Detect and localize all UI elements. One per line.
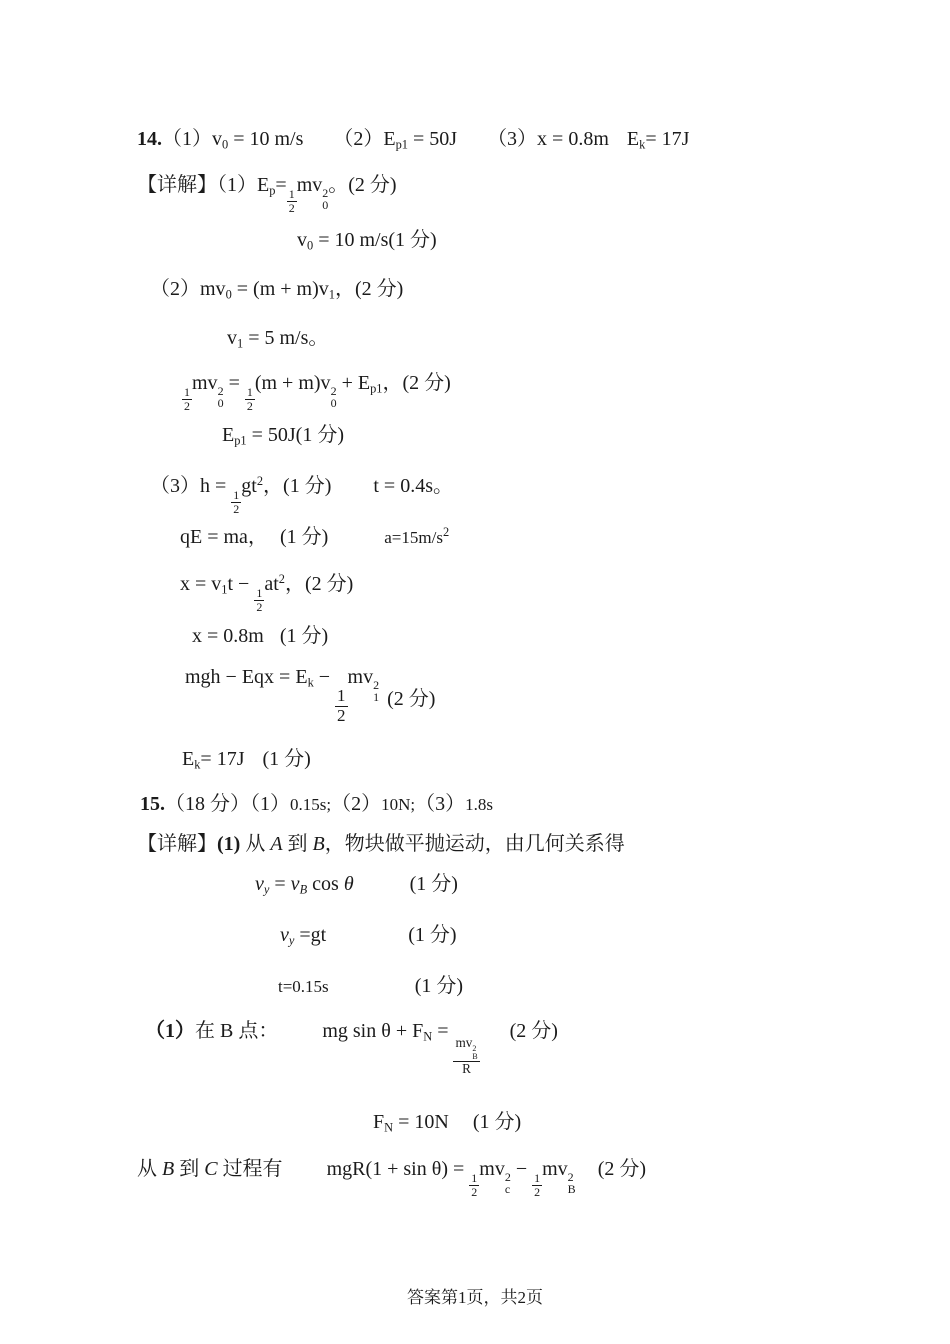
text-run: v [297, 229, 307, 251]
text-run: ，(2 分) [284, 573, 354, 595]
text-run: 1.8s [465, 795, 493, 814]
text-run: + E [336, 372, 371, 394]
text-run: （2）E [333, 128, 396, 150]
fraction-denominator: 2 [534, 1185, 541, 1200]
text-run: − [510, 1158, 533, 1180]
text-run: E [222, 424, 235, 446]
text-run: at [264, 573, 279, 595]
text-run: (m + m)v [254, 372, 331, 394]
subscript: B [567, 1182, 576, 1196]
text-run: C [204, 1158, 218, 1180]
eq-v0-result [297, 227, 437, 254]
text-run: = 10 m/s(1 分) [313, 229, 437, 251]
text-run: 从 [240, 833, 271, 855]
text-run: a=15m/s [384, 528, 443, 547]
fraction-denominator: 2 [256, 600, 263, 615]
fraction-numerator: 1 [256, 586, 263, 601]
text-run: (1 分) [414, 975, 464, 997]
fraction-numerator: 1 [233, 488, 240, 503]
subscript: k [307, 675, 314, 690]
subscript: p1 [395, 137, 408, 152]
sub-sup-stack [472, 1045, 477, 1061]
text-run: E [182, 748, 195, 770]
subscript: c [504, 1182, 511, 1196]
subscript: 0 [330, 396, 337, 410]
text-run: − [313, 666, 336, 688]
text-run: = 10N [393, 1111, 449, 1133]
text-run: mv [192, 372, 218, 394]
subscript: 0 [222, 137, 229, 152]
fraction [245, 386, 255, 413]
text-run: （3） [415, 793, 466, 815]
eq-energy-final [185, 664, 435, 725]
text-run: 【详解】（1）E [137, 174, 270, 196]
text-run: = 5 m/s。 [243, 327, 329, 349]
eq-energy-conservation [182, 370, 451, 414]
eq-momentum [150, 276, 403, 303]
text-run: mv [296, 174, 323, 196]
eq-fn-result [373, 1109, 521, 1136]
superscript: 2 [330, 384, 337, 398]
text-run: （3）x = 0.8m [487, 128, 609, 150]
superscript: 2 [472, 1043, 477, 1053]
subscript: N [384, 1120, 394, 1135]
superscript: 2 [504, 1170, 511, 1184]
text-run: x = 0.8m [192, 625, 264, 647]
fraction [453, 1036, 479, 1076]
text-run: 14. [137, 128, 162, 150]
subscript: y [263, 882, 270, 897]
subscript: B [472, 1051, 478, 1061]
subscript: 1 [221, 582, 228, 597]
text-run: 在 B 点： [195, 1020, 279, 1042]
answer-15-summary [140, 791, 493, 817]
text-run: ，物块做平抛运动，由几何关系得 [324, 833, 625, 855]
fraction [335, 687, 348, 725]
text-run: F [373, 1111, 385, 1133]
subscript: k [194, 757, 201, 772]
text-run: 0.15s; [290, 795, 332, 814]
text-run: = [275, 174, 287, 196]
text-run: = 17J [645, 128, 690, 150]
sub-sup-stack [568, 1171, 576, 1195]
text-run: v [255, 873, 264, 895]
text-run: = 10 m/s [228, 128, 304, 150]
text-run: ，(1 分) [263, 475, 332, 497]
text-run: θ [343, 873, 354, 895]
subscript: 0 [217, 396, 224, 410]
text-run: = (m + m)v [231, 278, 329, 300]
text-run: (1 分) [472, 1111, 522, 1133]
eq-b-point [145, 1018, 558, 1076]
text-run: 。(2 分) [328, 174, 397, 196]
eq-t-result [278, 973, 463, 999]
text-run: v [290, 873, 300, 895]
text-run: A [270, 833, 283, 855]
eq-v1-result [227, 325, 328, 352]
text-run: mv [455, 1034, 473, 1050]
text-run: (2 分) [509, 1020, 558, 1042]
text-run: 【详解】 [137, 833, 217, 855]
subscript: N [423, 1029, 433, 1044]
eq-displacement [180, 571, 353, 615]
text-run: mv [479, 1158, 505, 1180]
text-run: mv [542, 1158, 568, 1180]
text-run: 从 [137, 1158, 162, 1180]
text-run: = 50J(1 分) [246, 424, 344, 446]
superscript: 2 [373, 678, 380, 692]
fraction-denominator: 2 [246, 399, 253, 414]
eq-qe-ma [180, 524, 449, 550]
text-run: （18 分）（1） [165, 793, 290, 815]
text-run: (1 分) [279, 526, 329, 548]
text-run: = 17J [200, 748, 245, 770]
fraction [231, 489, 241, 516]
subscript: y [288, 933, 295, 948]
sub-sup-stack [373, 679, 379, 703]
fraction-denominator: 2 [233, 502, 240, 517]
subscript: 0 [225, 287, 232, 302]
text-run: (1 分) [408, 924, 457, 946]
text-run: t − [227, 573, 255, 595]
text-run: （2） [331, 793, 382, 815]
fraction [532, 1172, 542, 1199]
subscript: 1 [237, 336, 244, 351]
subscript: p1 [234, 433, 247, 448]
text-run: t=0.15s [278, 977, 329, 996]
text-run: 15. [140, 793, 165, 815]
superscript: 2 [442, 525, 450, 540]
text-run: E [626, 128, 640, 150]
subscript: 1 [373, 690, 380, 704]
fraction-denominator: R [462, 1060, 471, 1076]
text-run: (2 分) [597, 1158, 647, 1180]
text-run: (1 分) [262, 748, 311, 770]
subscript: k [639, 137, 646, 152]
text-run: cos [307, 873, 344, 895]
fraction [254, 587, 264, 614]
eq-vy-vb-cos [255, 871, 458, 898]
text-run: = [223, 372, 245, 394]
text-run: （1）v [162, 128, 222, 150]
text-run: = [269, 873, 291, 895]
answer-14-summary [137, 126, 689, 153]
superscript: 2 [217, 384, 224, 398]
subscript: 1 [328, 287, 335, 302]
fraction-numerator: 1 [534, 1171, 541, 1186]
eq-ek-result [182, 746, 311, 773]
text-run: （3）h = [150, 475, 232, 497]
fraction-denominator: 2 [337, 705, 346, 725]
text-run: v [280, 924, 289, 946]
fraction-denominator: 2 [184, 399, 190, 414]
text-run: x = v [180, 573, 222, 595]
text-run: mg sin θ + F [322, 1020, 424, 1042]
eq-vy-gt [280, 922, 457, 949]
text-run: qE = ma， [180, 526, 268, 548]
subscript: B [299, 882, 308, 897]
text-run: 10N; [381, 795, 416, 814]
subscript: 0 [322, 198, 329, 212]
text-run: 到 [282, 833, 313, 855]
fraction [287, 188, 297, 215]
detail-14-part1 [137, 172, 397, 216]
fraction-numerator: 1 [337, 685, 346, 705]
text-run: mgh − Eqx = E [185, 666, 308, 688]
fraction [182, 386, 192, 413]
text-run: = [432, 1020, 454, 1042]
fraction-numerator: 1 [184, 385, 190, 400]
text-run: 过程有 [217, 1158, 283, 1180]
fraction-numerator [453, 1036, 479, 1062]
text-run: =gt [294, 924, 327, 946]
eq-x-result [192, 623, 328, 649]
superscript: 2 [322, 186, 329, 200]
fraction [469, 1172, 479, 1199]
text-run: （2）mv [150, 278, 226, 300]
text-run: (1 分) [409, 873, 458, 895]
text-run: 到 [174, 1158, 205, 1180]
eq-free-fall [150, 473, 453, 517]
text-run: = 50J [408, 128, 458, 150]
text-run: (1) [217, 833, 241, 855]
superscript: 2 [567, 1170, 574, 1184]
text-run: (2 分) [387, 688, 436, 710]
superscript: 2 [256, 474, 264, 489]
detail-15-intro [137, 831, 625, 857]
superscript: 2 [278, 572, 285, 587]
subscript: 0 [307, 238, 314, 253]
subscript: p [269, 183, 276, 198]
text-run: v [227, 327, 237, 349]
text-run: (1 分) [279, 625, 329, 647]
text-run: B [162, 1158, 175, 1180]
fraction-numerator: 1 [288, 187, 295, 202]
fraction-numerator: 1 [246, 385, 253, 400]
eq-ep1-result [222, 422, 344, 449]
eq-b-to-c [137, 1156, 646, 1200]
fraction-denominator: 2 [471, 1185, 478, 1200]
text-run: mv [347, 666, 374, 688]
fraction-numerator: 1 [471, 1171, 478, 1186]
text-run: t = 0.4s。 [373, 475, 453, 497]
text-run: mgR(1 + sin θ) = [326, 1158, 470, 1180]
text-run: ，(2 分) [382, 372, 451, 394]
text-run: B [312, 833, 325, 855]
text-run: ，(2 分) [334, 278, 404, 300]
page-footer: 答案第1页，共2页 [407, 1288, 543, 1307]
text-run: （1） [145, 1020, 195, 1042]
text-run: gt [241, 475, 257, 497]
subscript: p1 [370, 381, 383, 396]
fraction-denominator: 2 [288, 201, 295, 216]
